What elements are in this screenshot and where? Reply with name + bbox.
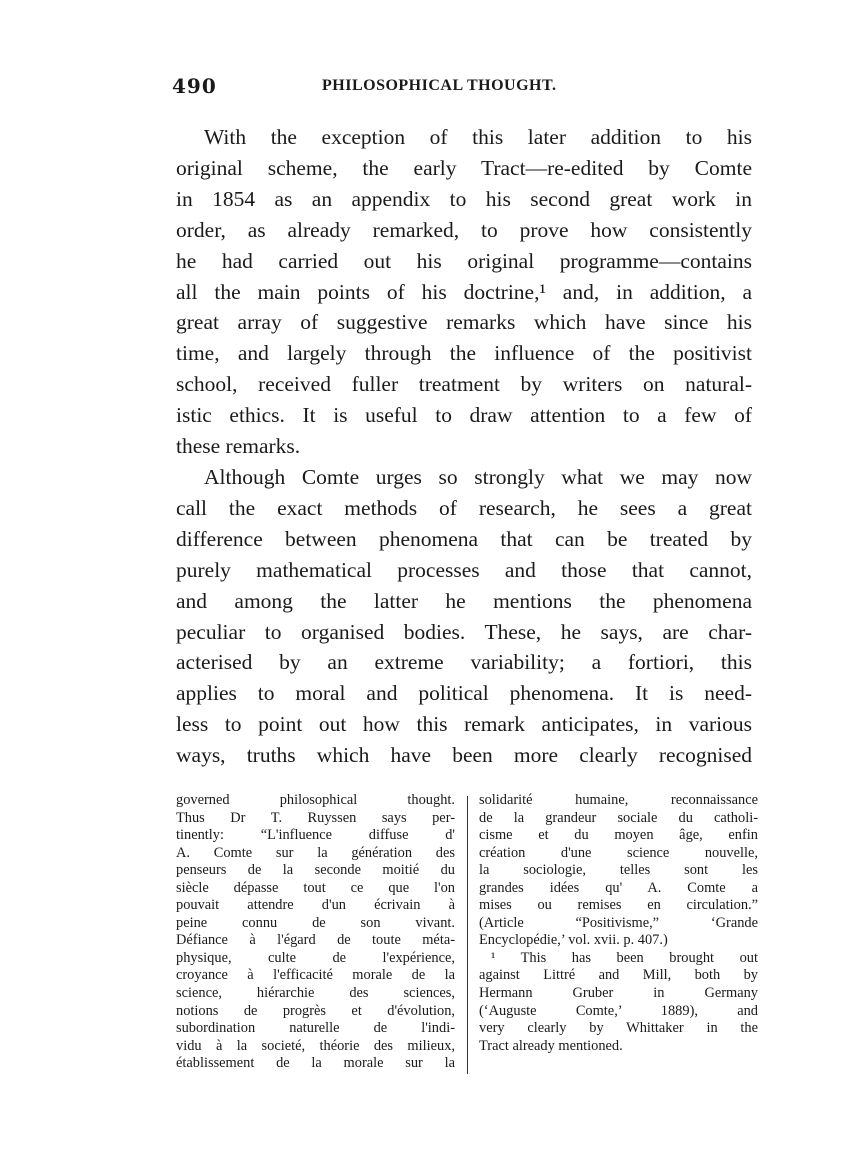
footnote-line: notions de progrès et d'évolution, xyxy=(176,1002,455,1019)
footnote-line: établissement de la morale sur la xyxy=(176,1055,455,1072)
text-line: less to point out how this remark anticipates, in various xyxy=(176,712,752,737)
footnote-line: la sociologie, telles sont les xyxy=(479,862,758,879)
footnote-line: governed philosophical thought. xyxy=(176,792,455,808)
main-text xyxy=(176,122,752,771)
footnote-line: A. Comte sur la génération des xyxy=(176,844,455,861)
text-line: purely mathematical processes and those that cannot, xyxy=(176,557,752,582)
footnote-line: (‘Auguste Comte,’ 1889), and xyxy=(479,1002,758,1019)
footnote-line: ¹ This has been brought out xyxy=(491,949,758,966)
page-header xyxy=(172,74,752,104)
footnote-line: cisme et du moyen âge, enfin xyxy=(479,827,758,844)
text-line: in 1854 as an appendix to his second great work in xyxy=(176,186,752,211)
footnote-line: peine connu de son vivant. xyxy=(176,914,455,931)
text-line: order, as already remarked, to prove how consistently xyxy=(176,217,752,242)
footnote-line: solidarité humaine, reconnaissance xyxy=(479,792,758,808)
text-line: school, received fuller treatment by writers on natural- xyxy=(176,372,752,397)
column-divider xyxy=(467,796,468,1074)
text-line: all the main points of his doctrine,¹ and, in addition, a xyxy=(176,279,752,304)
text-line: difference between phenomena that can be treated by xyxy=(176,526,752,551)
footnote-line: very clearly by Whittaker in the xyxy=(479,1020,758,1037)
footnote-line: against Littré and Mill, both by xyxy=(479,967,758,984)
footnote-line: Encyclopédie,’ vol. xvii. p. 407.) xyxy=(479,932,668,949)
footnote-line: Tract already mentioned. xyxy=(479,1037,623,1054)
text-line: and among the latter he mentions the phenomena xyxy=(176,588,752,613)
footnote-line: croyance à l'efficacité morale de la xyxy=(176,967,455,984)
footnotes xyxy=(176,792,756,1082)
footnote-line: subordination naturelle de l'indi- xyxy=(176,1020,455,1037)
page-number: 490 xyxy=(172,74,217,98)
running-title: PHILOSOPHICAL THOUGHT. xyxy=(322,77,557,94)
text-line: these remarks. xyxy=(176,434,301,459)
footnote-line: création d'une science nouvelle, xyxy=(479,844,758,861)
footnote-line: Hermann Gruber in Germany xyxy=(479,985,758,1002)
footnote-line: science, hiérarchie des sciences, xyxy=(176,985,455,1002)
footnote-line: Thus Dr T. Ruyssen says per- xyxy=(176,809,455,826)
footnote-line: siècle dépasse tout ce que l'on xyxy=(176,879,455,896)
text-line: call the exact methods of research, he sees a great xyxy=(176,495,752,520)
text-line: applies to moral and political phenomena. It is need- xyxy=(176,681,752,706)
footnote-line: grandes idées qu' A. Comte a xyxy=(479,879,758,896)
paragraph-1 xyxy=(176,122,752,462)
footnote-column-left xyxy=(176,792,455,1073)
footnote-line: (Article “Positivisme,” ‘Grande xyxy=(479,914,758,931)
text-line: Although Comte urges so strongly what we may now xyxy=(204,464,752,489)
footnote-line: physique, culte de l'expérience, xyxy=(176,949,455,966)
text-line: ways, truths which have been more clearly recognised xyxy=(176,743,752,768)
footnote-column-right xyxy=(479,792,758,1055)
text-line: peculiar to organised bodies. These, he says, are char- xyxy=(176,619,752,644)
footnote-line: vidu à la societé, théorie des milieux, xyxy=(176,1037,455,1054)
footnote-line: de la grandeur sociale du catholi- xyxy=(479,809,758,826)
text-line: acterised by an extreme variability; a fortiori, this xyxy=(176,650,752,675)
footnote-line: tinently: “L'influence diffuse d' xyxy=(176,827,455,844)
text-line: original scheme, the early Tract—re-edited by Comte xyxy=(176,155,752,180)
footnote-line: pouvait attendre d'un écrivain à xyxy=(176,897,455,914)
paragraph-2 xyxy=(176,462,752,771)
text-line: istic ethics. It is useful to draw attention to a few of xyxy=(176,403,752,428)
footnote-line: penseurs de la seconde moitié du xyxy=(176,862,455,879)
footnote-line: mises ou remises en circulation.” xyxy=(479,897,758,914)
footnote-line: Défiance à l'égard de toute méta- xyxy=(176,932,455,949)
text-line: he had carried out his original programme—contains xyxy=(176,248,752,273)
text-line: time, and largely through the influence of the positivist xyxy=(176,341,752,366)
text-line: great array of suggestive remarks which have since his xyxy=(176,310,752,335)
text-line: With the exception of this later addition to his xyxy=(204,125,752,149)
